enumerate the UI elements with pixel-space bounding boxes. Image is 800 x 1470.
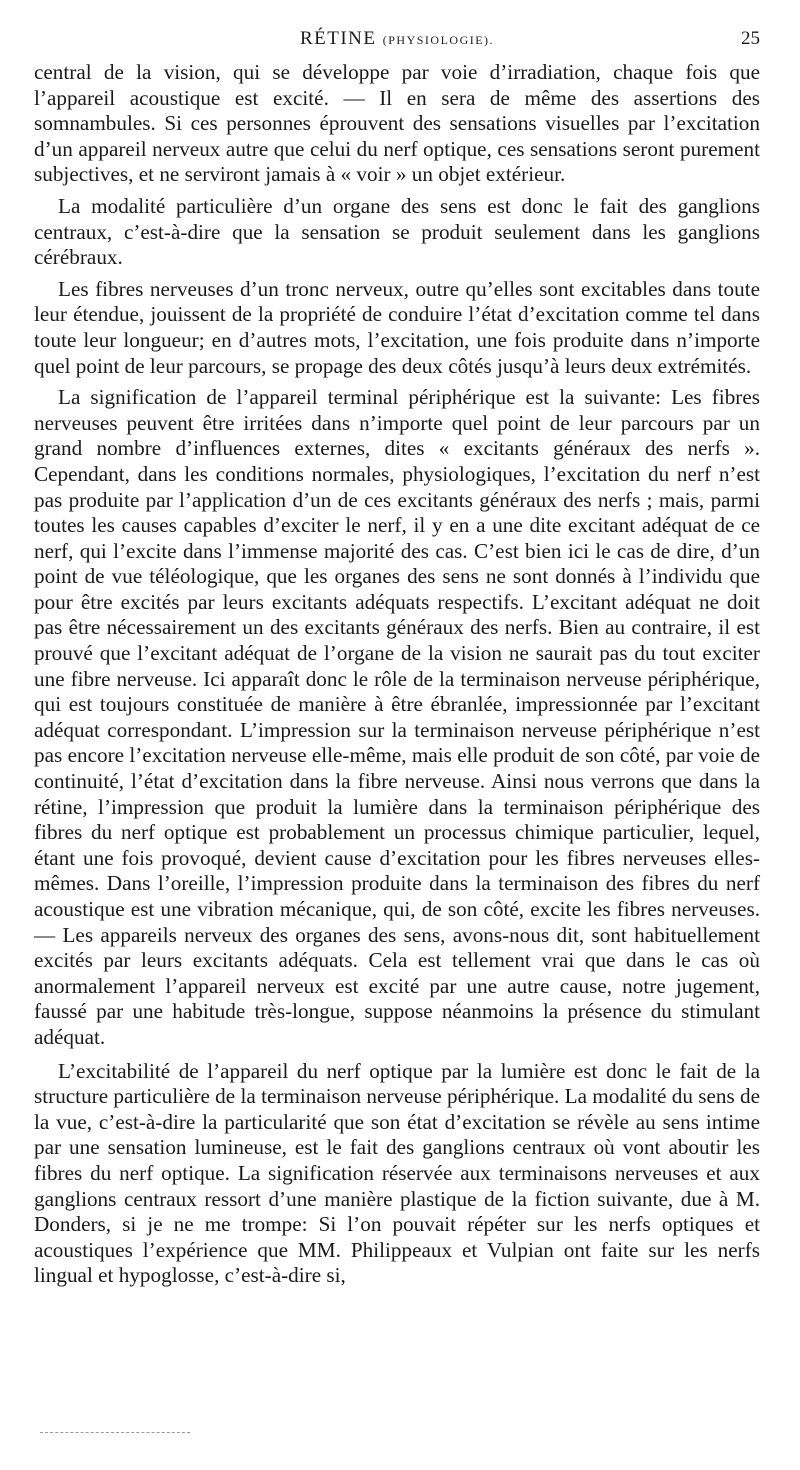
page-number: 25	[741, 28, 760, 49]
paragraph: L’excitabilité de l’appareil du nerf optique par la lumière est donc le fait de la structure particulière de la terminaison nerveuse périphérique. La modalité du sens de la vue, c’est-à-dire la particularité que son état d’excitation se révèle au sens intime par une sensation lumineuse, est le fait des ganglions centraux où vont aboutir les fibres du nerf optique. La signification réservée aux terminaisons nerveuses et aux ganglions centraux ressort d’une manière plastique de la fiction suivante, due à M. Donders, si je ne me trompe: Si l’on pouvait répéter sur les nerfs optiques et acoustiques l’expérience que MM. Philippeaux et Vulpian ont faite sur les nerfs lingual et hypoglosse, c’est-à-dire si,	[34, 1058, 760, 1288]
paragraph: central de la vision, qui se développe par voie d’irradiation, chaque fois que l’appareil acoustique est excité. — Il en sera de même des assertions des somnambules. Si ces personnes éprouvent des sensations visuelles par l’excitation d’un appareil nerveux autre que celui du nerf optique, ces sensations seront purement subjectives, et ne serviront jamais à « voir » un objet extérieur.	[34, 60, 760, 187]
paragraph: La modalité particulière d’un organe des sens est donc le fait des ganglions centraux, c’est-à-dire que la sensation se produit seulement dans les ganglions cérébraux.	[34, 193, 760, 270]
body-text	[34, 60, 760, 1289]
running-title-main: RÉTINE	[299, 28, 377, 49]
paragraph: La signification de l’appareil terminal périphérique est la suivante: Les fibres nerveuses peuvent être irritées dans n’importe quel point de leur parcours par un grand nombre d’influences externes, dites « excitants généraux des nerfs ». Cependant, dans les conditions normales, physiologiques, l’excitation du nerf n’est pas produite par l’application d’un de ces excitants généraux des nerfs ; mais, parmi toutes les causes capables d’exciter le nerf, il y en a une dite excitant adéquat de ce nerf, qui l’excite dans l’immense majorité des cas. C’est bien ici le cas de dire, d’un point de vue téléologique, que les organes des sens ne sont donnés à l’individu que pour être excités par leurs excitants adéquats respectifs. L’excitant adéquat ne doit pas être nécessairement un des excitants généraux des nerfs. Bien au contraire, il est prouvé que l’excitant adéquat de l’organe de la vision ne saurait pas du tout exciter une fibre nerveuse. Ici apparaît donc le rôle de la terminaison nerveuse périphérique, qui est toujours constituée de manière à être ébranlée, impressionnée par l’excitant adéquat correspondant. L’impression sur la terminaison nerveuse périphérique n’est pas encore l’excitation nerveuse elle-même, mais elle produit de son côté, par voie de continuité, l’état d’excitation dans la fibre nerveuse. Ainsi nous verrons que dans la rétine, l’impression que produit la lumière dans la terminaison périphérique des fibres du nerf optique est probablement un processus chimique particulier, lequel, étant une fois provoqué, devient cause d’excitation pour les fibres nerveuses elles-mêmes. Dans l’oreille, l’impression produite dans la terminaison des fibres du nerf acoustique est une vibration mécanique, qui, de son côté, excite les fibres nerveuses. — Les appareils nerveux des organes des sens, avons-nous dit, sont habituellement excités par leurs excitants adéquats. Cela est tellement vrai que dans le cas où anormalement l’appareil nerveux est excité par une autre cause, notre jugement, faussé par une habitude très-longue, suppose néanmoins la présence du stimulant adéquat.	[34, 385, 760, 1049]
running-title-sub: (PHYSIOLOGIE).	[382, 33, 495, 47]
footer-rule	[40, 1432, 190, 1433]
page-header	[34, 28, 760, 58]
paragraph: Les fibres nerveuses d’un tronc nerveux, outre qu’elles sont excitables dans toute leur étendue, jouissent de la propriété de conduire l’état d’excitation comme tel dans toute leur longueur; en d’autres mots, l’excitation, une fois produite dans n’importe quel point de leur parcours, se propage des deux côtés jusqu’à leurs deux extrémités.	[34, 276, 760, 378]
running-title	[34, 28, 760, 50]
